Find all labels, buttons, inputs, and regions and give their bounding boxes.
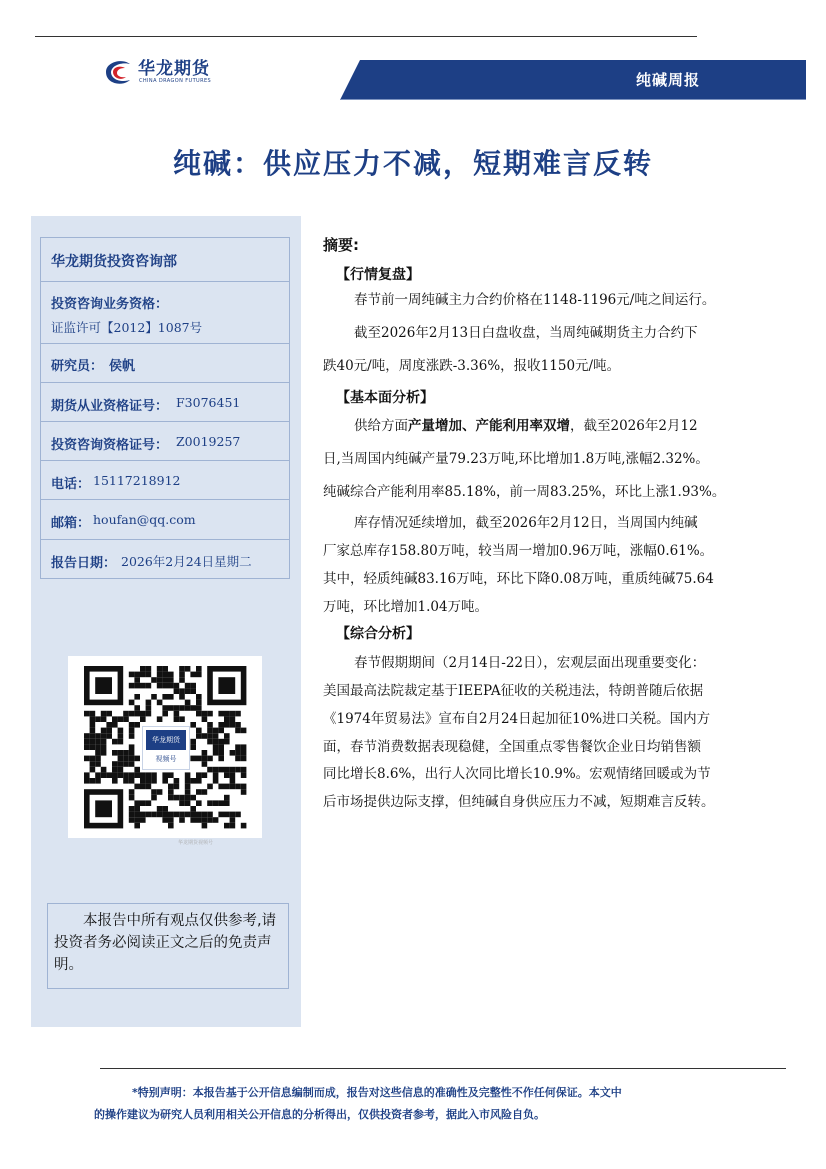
qr-center-subtitle: 视频号 [155,755,177,763]
footer-disclaimer [94,1082,774,1126]
license-label: 投资咨询业务资格： [51,297,169,312]
license-row [41,282,289,344]
para-macro-line3: 《1974年贸易法》宣布自2月24日起加征10%进口关税。国内方 [323,711,711,727]
para-inventory-line3: 其中，轻质纯碱83.16万吨，环比下降0.08万吨，重质纯碱75.64 [323,571,714,587]
section-market-review: 【行情复盘】 [336,267,420,283]
report-date-value: 2026年2月24日星期二 [121,554,252,569]
consult-cert-label: 投资咨询资格证号： [51,438,169,453]
para-macro-line4: 面，春节消费数据表现稳健，全国重点零售餐饮企业日均销售额 [323,739,701,755]
department-name: 华龙期货投资咨询部 [51,254,177,270]
phone-label: 电话： [51,477,91,492]
section-comprehensive: 【综合分析】 [336,626,420,642]
para-supply-line2: 日,当周国内纯碱产量79.23万吨,环比增加1.8万吨,涨幅2.32%。 [323,451,709,467]
researcher-name: 侯帆 [109,359,136,374]
logo-name: 华龙期货 [138,59,210,79]
para-inventory-line1: 库存情况延续增加，截至2026年2月12日，当周国内纯碱 [354,515,698,531]
para-supply-line1 [354,415,698,437]
futures-cert-label: 期货从业资格证号： [51,399,169,414]
email-row [41,500,289,540]
researcher-label: 研究员： [51,359,104,374]
para-inventory-line2: 厂家总库存158.80万吨，较当周一增加0.96万吨，涨幅0.61%。 [323,543,714,559]
researcher-row [41,344,289,383]
futures-cert-value: F3076451 [176,395,241,410]
footer-rule [100,1068,786,1069]
qr-caption: 华龙期货视频号 [178,840,214,846]
consult-cert-value: Z0019257 [176,434,241,449]
para-macro-line5: 同比增长8.6%，出行人次同比增长10.9%。宏观情绪回暖或为节 [323,766,711,782]
futures-cert-row [41,383,289,422]
dragon-logo-icon [100,56,136,88]
report-type-tag: 纯碱周报 [636,71,701,89]
report-date-label: 报告日期： [51,556,117,571]
section-fundamentals: 【基本面分析】 [336,390,434,406]
summary-heading: 摘要: [323,236,359,254]
company-logo [100,52,250,96]
consult-cert-row [41,422,289,461]
footer-line1: *特别声明：本报告基于公开信息编制而成，报告对这些信息的准确性及完整性不作任何保证。本文中 [132,1086,622,1099]
para-supply-line3: 纯碱综合产能利用率85.18%，前一周83.25%，环比上涨1.93%。 [323,484,726,500]
report-title: 纯碱：供应压力不减，短期难言反转 [172,147,653,180]
qr-code[interactable] [68,656,262,838]
qr-center-title: 华龙期货 [146,730,186,750]
header-band [340,60,806,100]
qr-center-badge [142,726,190,770]
department-row [41,238,289,282]
date-row [41,540,289,578]
email-label: 邮箱： [51,516,91,531]
para-inventory-line4: 万吨，环比增加1.04万吨。 [323,599,489,615]
para-price-range: 春节前一周纯碱主力合约价格在1148-1196元/吨之间运行。 [354,292,716,308]
footer-line2: 的操作建议为研究人员利用相关公开信息的分析得出，仅供投资者参考，据此入市风险自负。 [94,1108,545,1121]
supply-highlight: 产量增加、产能利用率双增 [408,418,570,434]
para-close-line1: 截至2026年2月13日白盘收盘，当周纯碱期货主力合约下 [354,325,698,341]
phone-value: 15117218912 [93,473,181,488]
para-macro-line1: 春节假期期间（2月14日-22日），宏观层面出现重要变化： [354,655,706,671]
phone-row [41,461,289,500]
license-value: 证监许可【2012】1087号 [51,320,203,335]
disclaimer-text: 本报告中所有观点仅供参考,请投资者务必阅读正文之后的免责声明。 [54,913,277,973]
logo-english-name: CHINA DRAGON FUTURES [139,78,212,84]
analyst-info-box [40,237,290,579]
para-macro-line6: 后市场提供边际支撑，但纯碱自身供应压力不减，短期难言反转。 [323,794,715,810]
supply-tail: ，截至2026年2月12 [570,418,698,434]
supply-lead: 供给方面 [354,418,408,434]
para-macro-line2: 美国最高法院裁定基于IEEPA征收的关税违法，特朗普随后依据 [323,683,704,699]
email-value[interactable]: houfan@qq.com [93,512,196,527]
top-rule [35,36,697,37]
para-close-line2: 跌40元/吨，周度涨跌-3.36%，报收1150元/吨。 [323,358,621,374]
